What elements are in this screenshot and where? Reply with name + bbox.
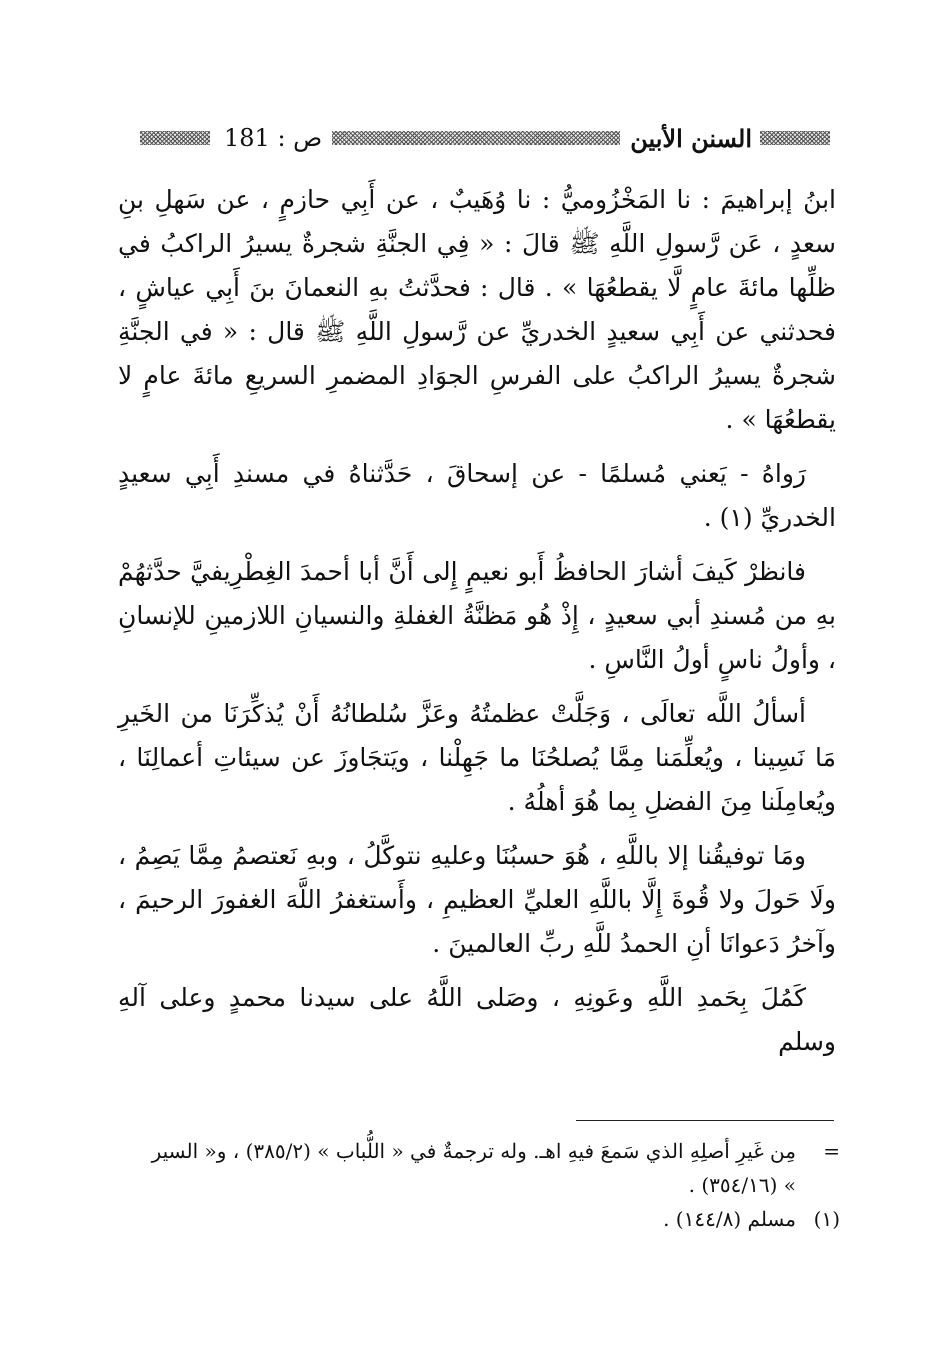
header-ornament-middle: [332, 131, 620, 145]
book-title: السنن الأبين: [630, 123, 752, 153]
header-ornament-right: [760, 131, 830, 145]
footnote-separator: [576, 1120, 834, 1121]
paragraph-commentary: فانظرْ كَيفَ أشارَ الحافظُ أَبو نعيمٍ إِلى أَنَّ أبا أحمدَ الغِطْرِيفيَّ حدَّثهُمْ بهِ من مُسندِ أبي سعيدٍ ، إِذْ هُو مَظنَّةُ الغفلةِ والنسيانِ اللازمينِ للإنسانِ ، وأولُ ناسٍ أولُ النَّاسِ .: [118, 557, 836, 674]
footnote-text: مِن غَيرِ أصلِهِ الذي سَمعَ فيهِ اهـ. وله ترجمةٌ في « اللُّباب » (٣٨٥/٢) ، و« السير » (٣٥٤/١٦) .: [151, 1139, 796, 1197]
footnote-text: مسلم (١٤٤/٨) .: [663, 1207, 796, 1231]
page-number: ص : 181: [224, 124, 323, 152]
paragraph-supplication: أسألُ اللَّه تعالَى ، وَجَلَّتْ عظمتُهُ وعَزَّ سُلطانُهُ أَنْ يُذكِّرَنَا من الخَيرِ مَا نَسِينا ، ويُعلِّمَنا مِمَّا يُصلحُنَا ما جَهِلْنا ، ويَتجَاوزَ عن سيئاتِ أعمالِنَا ، ويُعامِلَنا مِنَ الفضلِ بِما هُوَ أهلُهُ .: [118, 699, 836, 816]
footnotes: [150, 1134, 840, 1236]
main-text: [118, 178, 836, 1074]
paragraph-hadith: ابنُ إبراهيمَ : نا المَخْزُوميُّ : نا وُهَيبٌ ، عن أَبِي حازمٍ ، عن سَهلِ بنِ سعدٍ ، عَن رَّسولِ اللَّهِ ﷺ قالَ : « فِي الجنَّةِ شجرةٌ يسيرُ الراكبُ في ظلِّها مائةَ عامٍ لَّا يقطعُهَا » . قال : فحدَّثتُ بهِ النعمانَ بنَ أَبِي عياشٍ ، فحدثني عن أَبِي سعيدٍ الخدريِّ عن رَّسولِ اللَّهِ ﷺ قال : « في الجنَّةِ شجرةٌ يسيرُ الراكبُ على الفرسِ الجوَادِ المضمرِ السريعِ مائةَ عامٍ لا يقطعُهَا » .: [118, 185, 836, 434]
paragraph-closing: ومَا توفيقُنا إلا باللَّهِ ، هُوَ حسبُنَا وعليهِ نتوكَّلُ ، وبهِ نَعتصمُ مِمَّا يَصِمُ ، ولَا حَولَ ولا قُوةَ إِلَّا باللَّهِ العليِّ العظيمِ ، وأَستغفرُ اللَّهَ الغفورَ الرحيمَ ، وآخرُ دَعوانَا أنِ الحمدُ للَّهِ ربِّ العالمينَ .: [118, 841, 836, 958]
running-header: [140, 118, 830, 158]
paragraph-narration: رَواهُ - يَعني مُسلمًا - عن إسحاقَ ، حَدَّثناهُ في مسندِ أَبِي سعيدٍ الخدريِّ (١) .: [118, 459, 836, 532]
footnote-item: [150, 1134, 840, 1202]
footnote-marker: =: [823, 1139, 840, 1163]
paragraph-colophon: كَمُلَ بِحَمدِ اللَّهِ وعَونِهِ ، وصَلى اللَّهُ على سيدنا محمدٍ وعلى آلهِ وسلم: [118, 983, 836, 1056]
header-ornament-left: [140, 131, 210, 145]
footnote-marker: (١): [813, 1207, 840, 1231]
footnote-item: [150, 1202, 840, 1236]
